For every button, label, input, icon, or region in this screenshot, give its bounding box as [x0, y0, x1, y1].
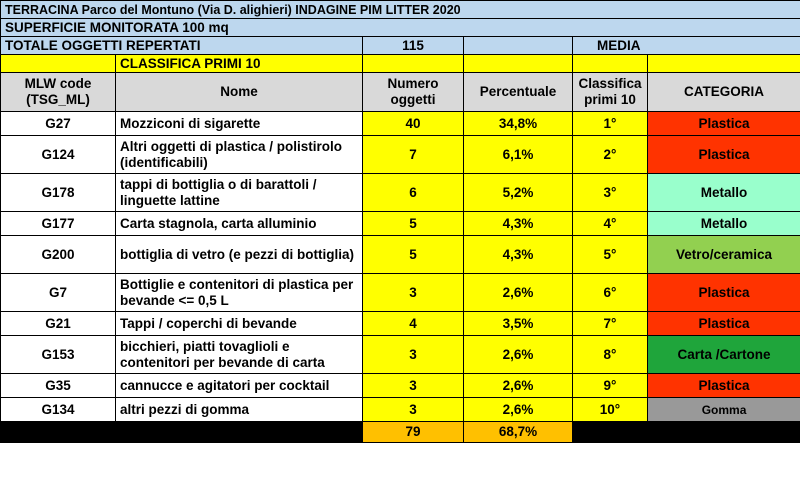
- table-row: [1, 136, 800, 174]
- percent-cell: 6,1%: [464, 136, 573, 174]
- code-cell: G200: [1, 236, 116, 274]
- percent-cell: 4,3%: [464, 236, 573, 274]
- category-cell: Vetro/ceramica: [648, 236, 800, 274]
- count-cell: 40: [363, 112, 464, 136]
- rank-cell: 2°: [573, 136, 648, 174]
- name-cell: bicchieri, piatti tovaglioli e contenitori per bevande di carta: [116, 336, 363, 374]
- category-cell: Metallo: [648, 212, 800, 236]
- percent-cell: 34,8%: [464, 112, 573, 136]
- totals-row: [1, 422, 800, 443]
- name-cell: cannucce e agitatori per cocktail: [116, 374, 363, 398]
- media-label: [573, 37, 800, 55]
- totals-percent: 68,7%: [464, 422, 573, 443]
- name-cell: Tappi / coperchi di bevande: [116, 312, 363, 336]
- header-percent: Percentuale: [464, 73, 573, 112]
- header-count: Numero oggetti: [363, 73, 464, 112]
- code-cell: G153: [1, 336, 116, 374]
- percent-cell: 5,2%: [464, 174, 573, 212]
- media-text: MEDIA: [597, 37, 641, 53]
- rank-cell: 3°: [573, 174, 648, 212]
- percent-cell: 2,6%: [464, 374, 573, 398]
- blank-cell: [1, 55, 116, 73]
- percent-cell: 2,6%: [464, 336, 573, 374]
- blank-cell: [648, 55, 800, 73]
- code-cell: G27: [1, 112, 116, 136]
- totals-blank: [648, 422, 800, 443]
- totals-blank: [1, 422, 116, 443]
- percent-cell: 2,6%: [464, 274, 573, 312]
- name-cell: tappi di bottiglia o di barattoli / linguette lattine: [116, 174, 363, 212]
- rank-cell: 4°: [573, 212, 648, 236]
- rank-cell: 8°: [573, 336, 648, 374]
- table-row: [1, 336, 800, 374]
- rank-cell: 6°: [573, 274, 648, 312]
- table-row: [1, 312, 800, 336]
- count-cell: 5: [363, 212, 464, 236]
- total-value: 115: [363, 37, 464, 55]
- category-cell: Carta /Cartone: [648, 336, 800, 374]
- total-label: TOTALE OGGETTI REPERTATI: [1, 37, 363, 55]
- category-cell: Plastica: [648, 136, 800, 174]
- name-cell: bottiglia di vetro (e pezzi di bottiglia): [116, 236, 363, 274]
- rank-cell: 5°: [573, 236, 648, 274]
- header-code: MLW code (TSG_ML): [1, 73, 116, 112]
- count-cell: 3: [363, 398, 464, 422]
- table-row: [1, 274, 800, 312]
- header-category: CATEGORIA: [648, 73, 800, 112]
- code-cell: G134: [1, 398, 116, 422]
- totals-blank: [573, 422, 648, 443]
- code-cell: G21: [1, 312, 116, 336]
- count-cell: 3: [363, 374, 464, 398]
- report-title: TERRACINA Parco del Montuno (Via D. alighieri) INDAGINE PIM LITTER 2020: [1, 1, 800, 19]
- surface-label: SUPERFICIE MONITORATA 100 mq: [1, 19, 800, 37]
- count-cell: 6: [363, 174, 464, 212]
- blank-cell: [363, 55, 464, 73]
- header-name: Nome: [116, 73, 363, 112]
- count-cell: 7: [363, 136, 464, 174]
- rank-cell: 7°: [573, 312, 648, 336]
- rank-cell: 9°: [573, 374, 648, 398]
- table-row: [1, 174, 800, 212]
- blank-cell: [464, 37, 573, 55]
- code-cell: G7: [1, 274, 116, 312]
- table-row: [1, 374, 800, 398]
- code-cell: G35: [1, 374, 116, 398]
- blank-cell: [573, 55, 648, 73]
- count-cell: 3: [363, 274, 464, 312]
- category-cell: Plastica: [648, 374, 800, 398]
- count-cell: 4: [363, 312, 464, 336]
- name-cell: Altri oggetti di plastica / polistirolo (identificabili): [116, 136, 363, 174]
- percent-cell: 3,5%: [464, 312, 573, 336]
- percent-cell: 2,6%: [464, 398, 573, 422]
- table-row: [1, 112, 800, 136]
- totals-blank: [116, 422, 363, 443]
- code-cell: G178: [1, 174, 116, 212]
- name-cell: Mozziconi di sigarette: [116, 112, 363, 136]
- count-cell: 5: [363, 236, 464, 274]
- category-cell: Plastica: [648, 112, 800, 136]
- rank-cell: 10°: [573, 398, 648, 422]
- name-cell: altri pezzi di gomma: [116, 398, 363, 422]
- table-row: [1, 236, 800, 274]
- category-cell: Gomma: [648, 398, 800, 422]
- header-rank: Classifica primi 10: [573, 73, 648, 112]
- category-cell: Plastica: [648, 312, 800, 336]
- percent-cell: 4,3%: [464, 212, 573, 236]
- name-cell: Carta stagnola, carta alluminio: [116, 212, 363, 236]
- name-cell: Bottiglie e contenitori di plastica per bevande <= 0,5 L: [116, 274, 363, 312]
- rank-cell: 1°: [573, 112, 648, 136]
- category-cell: Plastica: [648, 274, 800, 312]
- ranking-label: CLASSIFICA PRIMI 10: [116, 55, 363, 73]
- totals-count: 79: [363, 422, 464, 443]
- table-row: [1, 398, 800, 422]
- code-cell: G177: [1, 212, 116, 236]
- blank-cell: [464, 55, 573, 73]
- code-cell: G124: [1, 136, 116, 174]
- count-cell: 3: [363, 336, 464, 374]
- category-cell: Metallo: [648, 174, 800, 212]
- table-row: [1, 212, 800, 236]
